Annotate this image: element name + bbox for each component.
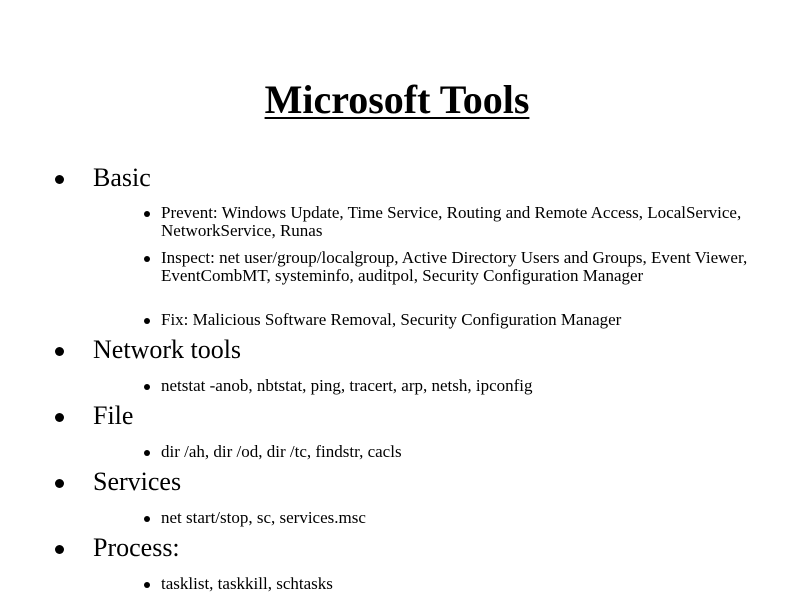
list-item-text: netstat -anob, nbtstat, ping, tracert, arp, netsh, ipconfig (161, 376, 533, 395)
list-item (161, 575, 761, 593)
bullet-icon (144, 450, 150, 456)
list-item (161, 249, 761, 285)
bullet-icon (144, 516, 150, 522)
section-label: File (93, 401, 134, 430)
section-services (93, 467, 181, 497)
section-label: Services (93, 467, 182, 496)
list-item (161, 443, 761, 461)
bullet-icon (55, 347, 64, 356)
list-item-text: Inspect: net user/group/localgroup, Active Directory Users and Groups, Event Viewer, EventCombMT, systeminfo, auditpol, Security Configuration Manager (161, 248, 748, 285)
section-label: Basic (93, 163, 151, 192)
bullet-icon (144, 211, 150, 217)
bullet-icon (144, 256, 150, 262)
section-label: Process: (93, 533, 180, 562)
section-process (93, 533, 180, 563)
list-item-text: Fix: Malicious Software Removal, Security Configuration Manager (161, 310, 622, 329)
list-item-text: dir /ah, dir /od, dir /tc, findstr, cacls (161, 442, 402, 461)
list-item (161, 377, 761, 395)
bullet-icon (55, 479, 64, 488)
bullet-icon (55, 545, 64, 554)
section-network-tools (93, 335, 241, 365)
section-label: Network tools (93, 335, 242, 364)
section-file (93, 401, 133, 431)
bullet-icon (144, 318, 150, 324)
bullet-icon (144, 582, 150, 588)
list-item (161, 311, 761, 329)
bullet-icon (144, 384, 150, 390)
list-item-text: net start/stop, sc, services.msc (161, 508, 366, 527)
page-title: Microsoft Tools (264, 77, 530, 122)
section-basic (93, 163, 151, 193)
bullet-icon (55, 175, 64, 184)
list-item-text: Prevent: Windows Update, Time Service, Routing and Remote Access, LocalService, NetworkService, Runas (161, 203, 742, 240)
list-item (161, 204, 761, 240)
list-item (161, 509, 761, 527)
bullet-icon (55, 413, 64, 422)
list-item-text: tasklist, taskkill, schtasks (161, 574, 333, 593)
